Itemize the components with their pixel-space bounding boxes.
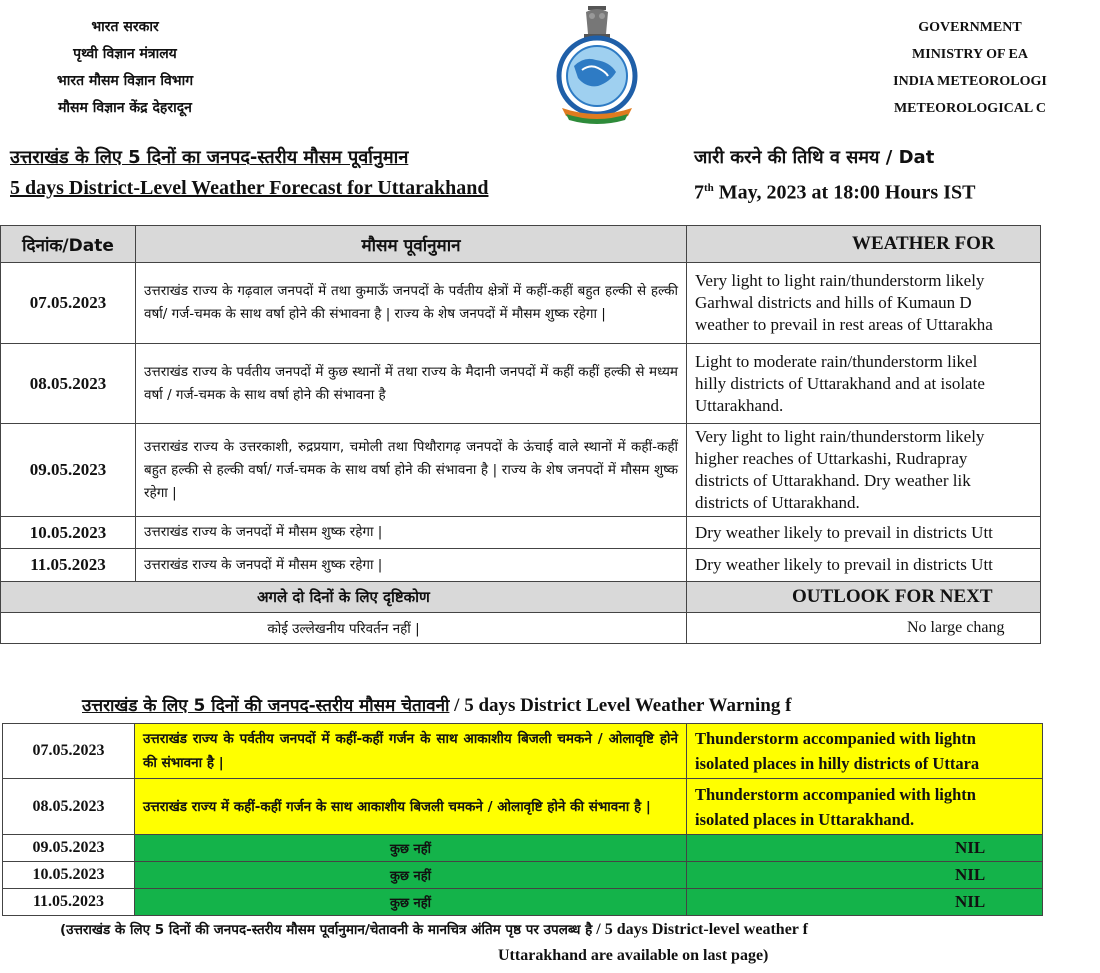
hindi-forecast-column-header: मौसम पूर्वानुमान: [136, 226, 687, 263]
warning-english-line: isolated places in hilly districts of Uttara: [695, 754, 980, 773]
forecast-english-line: higher reaches of Uttarkashi, Rudrapray: [695, 449, 968, 468]
header-left-line: भारत मौसम विज्ञान विभाग: [56, 73, 194, 89]
forecast-hindi: उत्तराखंड राज्य के जनपदों में मौसम शुष्क रहेगा |: [136, 517, 687, 549]
warning-row: [3, 835, 1043, 862]
footnote: [60, 916, 1040, 968]
footnote-english: / 5 days District-level weather f: [592, 921, 808, 938]
footnote-hindi: (उत्तराखंड के लिए 5 दिनों की जनपद-स्तरीय मौसम पूर्वानुमान/चेतावनी के मानचित्र अंतिम पृष्ठ पर उपलब्ध है: [60, 922, 593, 938]
issue-date: [694, 173, 975, 208]
forecast-date: 07.05.2023: [1, 263, 136, 344]
forecast-hindi: उत्तराखंड राज्य के जनपदों में मौसम शुष्क रहेगा |: [136, 549, 687, 582]
warning-hindi: उत्तराखंड राज्य के पर्वतीय जनपदों में कहीं-कहीं गर्जन के साथ आकाशीय बिजली चमकने / ओलावृष्टि होने की संभावना है |: [135, 724, 687, 779]
warning-date: 11.05.2023: [3, 889, 135, 916]
forecast-english-line: weather to prevail in rest areas of Uttarakha: [695, 315, 993, 334]
forecast-english: [687, 549, 1041, 582]
warning-row: [3, 889, 1043, 916]
warning-english: NIL: [687, 862, 1043, 889]
warning-english-line: Thunderstorm accompanied with lightn: [695, 729, 976, 748]
forecast-date: 09.05.2023: [1, 424, 136, 517]
warning-row: [3, 862, 1043, 889]
issue-day-suffix: th: [704, 182, 714, 194]
table-row: [1, 517, 1041, 549]
warning-title-english: / 5 days District Level Weather Warning f: [449, 695, 792, 716]
header-right-line: METEOROLOGICAL C: [893, 101, 1047, 116]
header-right-line: MINISTRY OF EA: [912, 47, 1028, 62]
forecast-hindi: उत्तराखंड राज्य के गढ़वाल जनपदों में तथा कुमाऊँ जनपदों के पर्वतीय क्षेत्रों में कहीं-कहीं बहुत हल्की से हल्की वर्षा/ गर्ज-चमक के साथ वर्षा होने की संभावना है | राज्य के शेष जनपदों में मौसम शुष्क रहेगा |: [136, 263, 687, 344]
warning-hindi: कुछ नहीं: [135, 889, 687, 916]
table-row: [1, 344, 1041, 424]
warning-date: 10.05.2023: [3, 862, 135, 889]
warning-title: [82, 693, 791, 717]
forecast-english-line: Dry weather likely to prevail in districts Utt: [695, 522, 993, 542]
forecast-english-line: hilly districts of Uttarakhand and at isolate: [695, 373, 985, 393]
header-right: [840, 14, 1100, 122]
outlook-heading-hindi: अगले दो दिनों के लिए दृष्टिकोण: [1, 582, 687, 613]
forecast-english-line: Light to moderate rain/thunderstorm likel: [695, 351, 978, 371]
warning-english: [687, 779, 1043, 835]
header-left-line: मौसम विज्ञान केंद्र देहरादून: [58, 100, 192, 116]
header-left: [20, 14, 230, 122]
forecast-title-hindi: उत्तराखंड के लिए 5 दिनों का जनपद-स्तरीय मौसम पूर्वानुमान: [10, 147, 409, 168]
forecast-date: 08.05.2023: [1, 344, 136, 424]
outlook-heading-english: OUTLOOK FOR NEXT: [687, 582, 1041, 613]
forecast-hindi: उत्तराखंड राज्य के पर्वतीय जनपदों में कुछ स्थानों में तथा राज्य के मैदानी जनपदों में कहीं कहीं हल्की से मध्यम वर्षा / गर्ज-चमक के साथ वर्षा होने की संभावना है: [136, 344, 687, 424]
warning-hindi: कुछ नहीं: [135, 862, 687, 889]
header-right-line: GOVERNMENT: [918, 20, 1022, 35]
warning-title-hindi: उत्तराखंड के लिए 5 दिनों की जनपद-स्तरीय मौसम चेतावनी: [82, 696, 450, 716]
forecast-english-line: Dry weather likely to prevail in districts Utt: [695, 555, 993, 574]
warning-date: 09.05.2023: [3, 835, 135, 862]
forecast-header-row: [1, 226, 1041, 263]
forecast-english-line: Uttarakhand.: [695, 395, 784, 415]
header-right-line: INDIA METEOROLOGI: [893, 74, 1047, 89]
warning-english: NIL: [687, 889, 1043, 916]
forecast-table: [0, 225, 1041, 644]
forecast-hindi: उत्तराखंड राज्य के उत्तरकाशी, रुद्रप्रयाग, चमोली तथा पिथौरागढ़ जनपदों के ऊंचाई वाले स्थानों में कहीं-कहीं बहुत हल्की से हल्की वर्षा/ गर्ज-चमक के साथ वर्षा होने की संभावना है | राज्य के शेष जनपदों में मौसम शुष्क रहेगा |: [136, 424, 687, 517]
warning-english: [687, 724, 1043, 779]
forecast-english-line: Very light to light rain/thunderstorm likely: [695, 271, 985, 290]
warning-date: 08.05.2023: [3, 779, 135, 835]
warning-english-line: Thunderstorm accompanied with lightn: [695, 784, 976, 804]
forecast-title: [10, 143, 488, 203]
forecast-english-line: districts of Uttarakhand.: [695, 493, 860, 512]
issue-label-hindi: जारी करने की तिथि व समय / Dat: [694, 147, 935, 168]
header-left-line: भारत सरकार: [91, 19, 159, 35]
issue-info: [694, 143, 975, 208]
forecast-english: [687, 517, 1041, 549]
warning-hindi: उत्तराखंड राज्य में कहीं-कहीं गर्जन के साथ आकाशीय बिजली चमकने / ओलावृष्टि होने की संभावना है |: [135, 779, 687, 835]
footnote-line-1: [60, 916, 1040, 943]
forecast-title-english: 5 days District-Level Weather Forecast for Uttarakhand: [10, 177, 489, 199]
outlook-value-english: No large chang: [687, 613, 1041, 644]
warning-row: [3, 779, 1043, 835]
english-forecast-column-header: WEATHER FOR: [687, 226, 1041, 263]
outlook-header-row: [1, 582, 1041, 613]
table-row: [1, 424, 1041, 517]
issue-day: 7: [694, 181, 704, 204]
warning-table: [2, 723, 1043, 916]
forecast-english-line: districts of Uttarakhand. Dry weather lik: [695, 471, 971, 490]
issue-date-rest: May, 2023 at 18:00 Hours IST: [713, 181, 976, 204]
forecast-date: 10.05.2023: [1, 517, 136, 549]
forecast-english: [687, 424, 1041, 517]
forecast-date: 11.05.2023: [1, 549, 136, 582]
table-row: [1, 549, 1041, 582]
warning-row: [3, 724, 1043, 779]
forecast-english-line: Very light to light rain/thunderstorm likely: [695, 427, 985, 446]
date-column-header: दिनांक/Date: [1, 226, 136, 263]
outlook-row: [1, 613, 1041, 644]
warning-english-line: isolated places in Uttarakhand.: [695, 809, 915, 829]
header-left-line: पृथ्वी विज्ञान मंत्रालय: [73, 46, 177, 62]
table-row: [1, 263, 1041, 344]
imd-emblem-icon: [552, 4, 642, 126]
warning-english: NIL: [687, 835, 1043, 862]
warning-hindi: कुछ नहीं: [135, 835, 687, 862]
outlook-value-hindi: कोई उल्लेखनीय परिवर्तन नहीं |: [1, 613, 687, 644]
forecast-english-line: Garhwal districts and hills of Kumaun D: [695, 293, 972, 312]
footnote-line-2: Uttarakhand are available on last page): [498, 947, 769, 964]
forecast-english: [687, 263, 1041, 344]
warning-date: 07.05.2023: [3, 724, 135, 779]
forecast-english: [687, 344, 1041, 424]
